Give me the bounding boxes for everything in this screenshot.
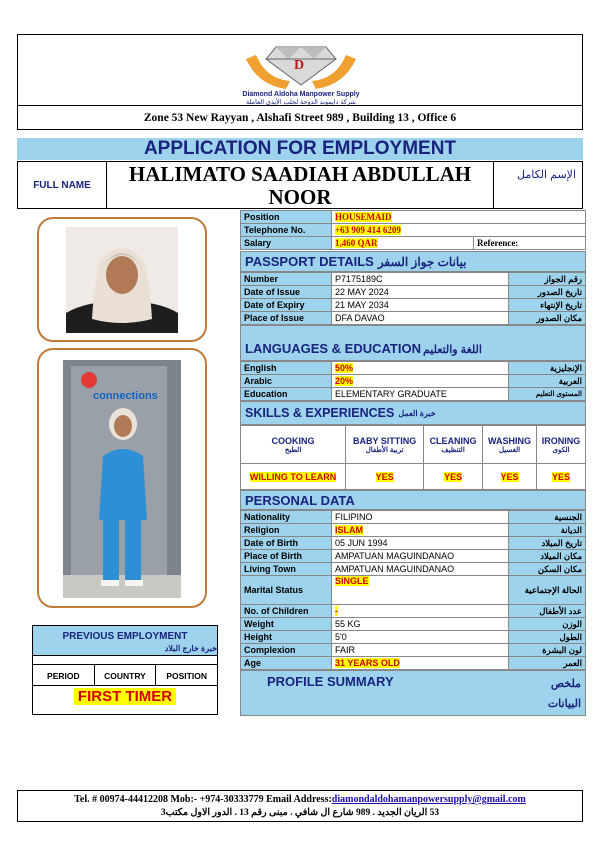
salary-value-cell xyxy=(332,237,474,250)
previous-employment-box xyxy=(32,625,218,715)
marital-label: Marital Status xyxy=(241,576,332,605)
company-name-ar: شركة دايموند الدوحة لجلب الأيدي العاملة xyxy=(246,99,356,106)
telephone-label: Telephone No. xyxy=(241,224,332,237)
pob-label: Place of Birth xyxy=(241,550,332,563)
skill-babysitting-en: BABY SITTING xyxy=(352,435,417,446)
weight-ar: الوزن xyxy=(509,618,586,631)
right-column xyxy=(240,210,586,716)
town-label: Living Town xyxy=(241,563,332,576)
profile-summary-title-ar: ملخص البيانات xyxy=(547,678,581,710)
passport-title-ar: بيانات جواز السفر xyxy=(377,254,467,269)
skill-ironing-header xyxy=(537,426,586,464)
previous-employment-value-wrap xyxy=(33,688,217,706)
complexion-ar: لون البشرة xyxy=(509,644,586,657)
passport-number-label: Number xyxy=(241,273,332,286)
height-ar: الطول xyxy=(509,631,586,644)
skill-cooking-ar: الطبخ xyxy=(284,446,302,454)
languages-table xyxy=(240,361,586,401)
portrait-photo-frame xyxy=(37,217,207,342)
languages-title: LANGUAGES & EDUCATION xyxy=(245,341,421,356)
dob-label: Date of Birth xyxy=(241,537,332,550)
position-label: Position xyxy=(241,211,332,224)
nationality-label: Nationality xyxy=(241,511,332,524)
passport-table xyxy=(240,272,586,325)
languages-title-ar: اللغة والتعليم xyxy=(422,344,482,356)
children-value: - xyxy=(335,605,338,616)
telephone-value-cell xyxy=(332,224,586,237)
english-ar: الإنجليزية xyxy=(509,362,586,375)
age-ar: العمر xyxy=(509,657,586,670)
position-value: HOUSEMAID xyxy=(335,211,392,222)
complexion-label: Complexion xyxy=(241,644,332,657)
previous-employment-title-ar: خبرة خارج البلاد xyxy=(164,644,217,653)
reference-label: Reference: xyxy=(474,237,586,250)
previous-employment-header xyxy=(33,626,217,656)
skill-cleaning-value-cell xyxy=(424,464,483,490)
skill-washing-ar: الغسيل xyxy=(498,446,521,454)
top-info-table xyxy=(240,210,586,250)
skill-cleaning-en: CLEANING xyxy=(429,435,477,446)
profile-summary-title: PROFILE SUMMARY xyxy=(267,674,394,689)
skill-cooking-value-cell xyxy=(241,464,346,490)
height-label: Height xyxy=(241,631,332,644)
skill-cooking-header xyxy=(241,426,346,464)
full-name-value: HALIMATO SAADIAH ABDULLAH NOOR xyxy=(128,162,472,209)
english-label: English xyxy=(241,362,332,375)
skill-ironing-value-cell xyxy=(537,464,586,490)
education-ar: المستوى التعليم xyxy=(509,388,586,401)
previous-employment-value: FIRST TIMER xyxy=(74,688,176,705)
children-label: No. of Children xyxy=(241,605,332,618)
passport-expiry-ar: تاريخ الإنتهاء xyxy=(509,299,586,312)
skill-babysitting-ar: تربية الأطفال xyxy=(365,446,404,454)
personal-section-header xyxy=(240,490,586,510)
salary-value: 1,460 QAR xyxy=(335,237,378,248)
passport-expiry-label: Date of Expiry xyxy=(241,299,332,312)
previous-employment-columns xyxy=(33,664,217,686)
footer-email-link[interactable]: diamondaldohamanpowersupply@gmail.com xyxy=(331,794,526,805)
skill-cleaning-header xyxy=(424,426,483,464)
photo-wall-text: connections xyxy=(93,390,158,402)
skill-washing-value: YES xyxy=(500,471,519,482)
skill-babysitting-value-cell xyxy=(346,464,424,490)
full-body-photo-frame xyxy=(37,348,207,608)
footer-box xyxy=(17,790,583,822)
children-ar: عدد الأطفال xyxy=(509,605,586,618)
skill-cooking-value: WILLING TO LEARN xyxy=(249,471,337,482)
skill-washing-value-cell xyxy=(482,464,536,490)
religion-value-cell xyxy=(332,524,509,537)
pob-value: AMPATUAN MAGUINDANAO xyxy=(332,550,509,563)
footer-address-ar: 53 الريان الجديد . 989 شارع ال شافي . مبنى رقم 13 . الدور الاول مكتب3 xyxy=(160,808,440,818)
weight-label: Weight xyxy=(241,618,332,631)
full-name-row xyxy=(17,161,583,209)
nationality-ar: الجنسية xyxy=(509,511,586,524)
company-address: Zone 53 New Rayyan , Alshafi Street 989 , Building 13 , Office 6 xyxy=(18,105,582,129)
skill-cleaning-ar: التنظيف xyxy=(441,446,465,454)
education-value: ELEMENTARY GRADUATE xyxy=(332,388,509,401)
religion-value: ISLAM xyxy=(335,524,363,535)
passport-issue-value: 22 MAY 2024 xyxy=(332,286,509,299)
svg-text:D: D xyxy=(294,58,305,73)
passport-place-label: Place of Issue xyxy=(241,312,332,325)
marital-value-cell xyxy=(332,576,509,605)
passport-number-value: P7175189C xyxy=(332,273,509,286)
religion-ar: الديانة xyxy=(509,524,586,537)
dob-value: 05 JUN 1994 xyxy=(332,537,509,550)
skill-ironing-value: YES xyxy=(552,471,571,482)
skills-table xyxy=(240,425,586,490)
salary-label: Salary xyxy=(241,237,332,250)
skill-washing-en: WASHING xyxy=(488,435,532,446)
marital-ar: الحالة الإجتماعية xyxy=(509,576,586,605)
passport-place-ar: مكان الصدور xyxy=(509,312,586,325)
personal-title: PERSONAL DATA xyxy=(245,492,355,508)
col-period: PERIOD xyxy=(33,665,95,685)
arabic-label: Arabic xyxy=(241,375,332,388)
skill-washing-header xyxy=(482,426,536,464)
profile-summary-section xyxy=(240,670,586,716)
personal-table xyxy=(240,510,586,670)
nationality-value: FILIPINO xyxy=(332,511,509,524)
previous-employment-title: PREVIOUS EMPLOYMENT xyxy=(62,631,188,642)
passport-title: PASSPORT DETAILS xyxy=(245,254,374,269)
footer-contact-line xyxy=(18,793,582,807)
passport-place-value: DFA DAVAO xyxy=(332,312,509,325)
passport-expiry-value: 21 MAY 2034 xyxy=(332,299,509,312)
height-value: 5'0 xyxy=(332,631,509,644)
passport-number-ar: رقم الجواز xyxy=(509,273,586,286)
age-value: 31 YEARS OLD xyxy=(335,657,400,668)
skill-cleaning-value: YES xyxy=(444,471,463,482)
company-logo xyxy=(238,37,364,97)
languages-section-header xyxy=(240,325,586,361)
company-name-en: Diamond Aldoha Manpower Supply xyxy=(242,91,360,98)
skills-title-ar: خبرة العمل xyxy=(398,408,436,418)
full-name-label-ar: الإسم الكامل xyxy=(493,162,582,208)
town-value: AMPATUAN MAGUINDANAO xyxy=(332,563,509,576)
english-value: 50% xyxy=(335,362,354,373)
age-label: Age xyxy=(241,657,332,670)
passport-issue-label: Date of Issue xyxy=(241,286,332,299)
skill-ironing-en: IRONING xyxy=(541,435,581,446)
age-value-cell xyxy=(332,657,509,670)
marital-value: SINGLE xyxy=(335,576,369,586)
skill-babysitting-value: YES xyxy=(375,471,394,482)
telephone-value: +63 909 414 6209 xyxy=(335,224,401,235)
passport-section-header xyxy=(240,251,586,272)
dob-ar: تاريخ الميلاد xyxy=(509,537,586,550)
arabic-ar: العربية xyxy=(509,375,586,388)
pob-ar: مكان الميلاد xyxy=(509,550,586,563)
position-value-cell xyxy=(332,211,586,224)
children-value-cell xyxy=(332,605,509,618)
arabic-value-cell xyxy=(332,375,509,388)
english-value-cell xyxy=(332,362,509,375)
complexion-value: FAIR xyxy=(332,644,509,657)
col-country: COUNTRY xyxy=(95,665,157,685)
form-title: APPLICATION FOR EMPLOYMENT xyxy=(17,138,583,160)
skills-section-header xyxy=(240,401,586,425)
arabic-value: 20% xyxy=(335,375,354,386)
skill-cooking-en: COOKING xyxy=(271,435,315,446)
passport-issue-ar: تاريخ الصدور xyxy=(509,286,586,299)
footer-contact-prefix: Tel. # 00974-44412208 Mob:- +974-30333779 Email Address: xyxy=(74,794,332,805)
weight-value: 55 KG xyxy=(332,618,509,631)
skill-ironing-ar: الكوى xyxy=(552,446,570,454)
town-ar: مكان السكن xyxy=(509,563,586,576)
col-position: POSITION xyxy=(166,671,207,681)
education-label: Education xyxy=(241,388,332,401)
skill-babysitting-header xyxy=(346,426,424,464)
religion-label: Religion xyxy=(241,524,332,537)
skills-title: SKILLS & EXPERIENCES xyxy=(245,406,395,420)
portrait-photo xyxy=(66,227,178,333)
full-body-photo xyxy=(63,360,181,598)
header-box xyxy=(17,34,583,130)
full-name-label: FULL NAME xyxy=(18,162,107,208)
